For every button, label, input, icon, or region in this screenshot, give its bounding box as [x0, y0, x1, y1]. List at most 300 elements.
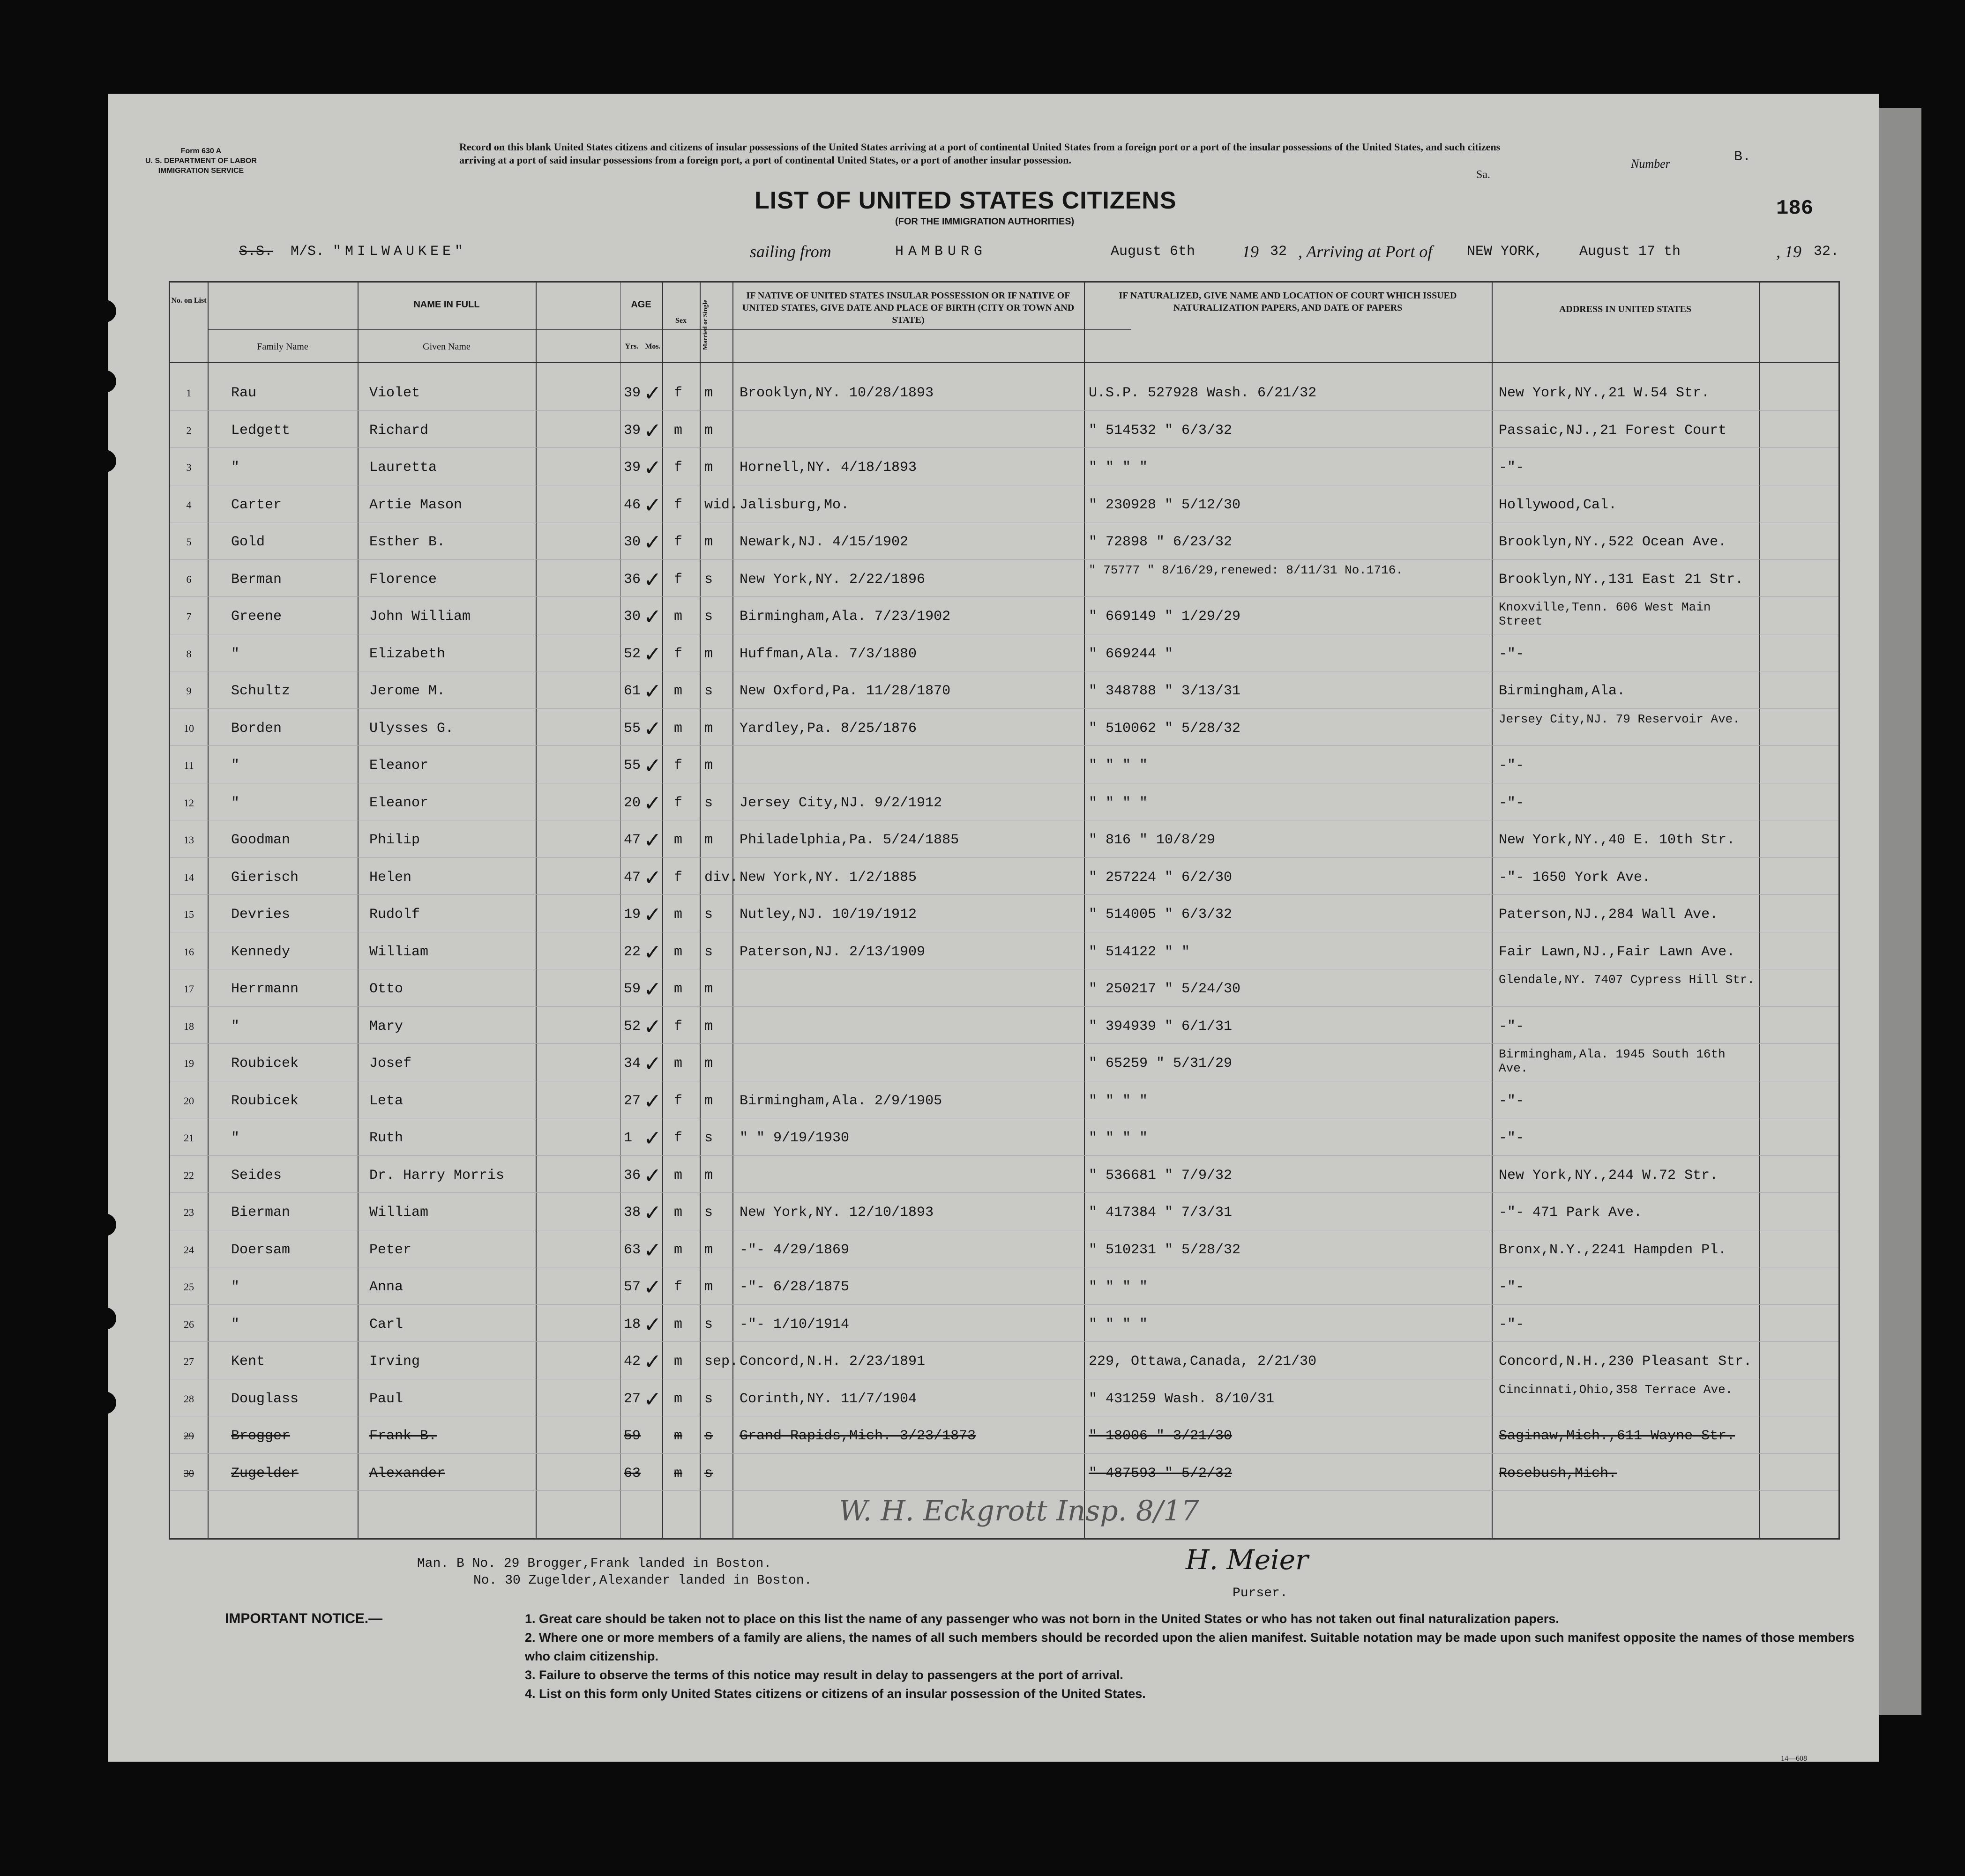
manifest-note: Man. B No. 29 Brogger,Frank landed in Boston. [417, 1556, 772, 1571]
given-name: Irving [369, 1354, 420, 1370]
sex: m [674, 720, 683, 737]
naturalization: " " " " [1089, 1316, 1148, 1333]
given-name: Mary [369, 1018, 403, 1035]
naturalization: " 816 " 10/8/29 [1089, 832, 1216, 848]
number-label: Number [1631, 157, 1670, 171]
age-years: 27 [624, 1093, 641, 1109]
given-name: Ruth [369, 1130, 403, 1146]
arrive-year: 32. [1814, 244, 1839, 260]
header-naturalized: IF NATURALIZED, GIVE NAME AND LOCATION OF COURT WHICH ISSUED NATURALIZATION PAPERS, AND DATE OF PAPERS [1119, 290, 1457, 313]
birth-place-date: Paterson,NJ. 2/13/1909 [740, 944, 926, 960]
marital-status: s [704, 1130, 713, 1146]
us-address: Jersey City,NJ. 79 Reservoir Ave. [1499, 712, 1740, 726]
given-name: Otto [369, 981, 403, 997]
marital-status: m [704, 758, 713, 774]
age-years: 30 [624, 609, 641, 625]
sex: m [674, 422, 683, 439]
table-row [170, 448, 1838, 485]
header-no-on-list: No. on List [171, 297, 207, 305]
birth-place-date: Newark,NJ. 4/15/1902 [740, 534, 909, 550]
us-address: Bronx,N.Y.,2241 Hampden Pl. [1499, 1242, 1727, 1258]
check-mark-icon: ✓ [643, 1386, 662, 1412]
naturalization: " 510062 " 5/28/32 [1089, 720, 1241, 737]
naturalization: " 394939 " 6/1/31 [1089, 1018, 1233, 1035]
family-name: Kent [231, 1354, 265, 1370]
voyage-line [239, 239, 1839, 267]
family-name: Devries [231, 907, 291, 923]
family-name: Goodman [231, 832, 291, 848]
row-number: 12 [184, 797, 194, 809]
row-number: 17 [184, 983, 194, 995]
row-number: 7 [186, 610, 192, 622]
birth-place-date: -"- 6/28/1875 [740, 1279, 850, 1295]
marital-status: s [704, 944, 713, 960]
given-name: Josef [369, 1056, 412, 1072]
birth-place-date: Grand Rapids,Mich. 3/23/1873 [740, 1428, 976, 1444]
marital-status: s [704, 1391, 713, 1407]
table-row [170, 1044, 1838, 1081]
us-address: Paterson,NJ.,284 Wall Ave. [1499, 907, 1718, 923]
arrive-year-prefix: , 19 [1776, 242, 1801, 261]
given-name: Paul [369, 1391, 403, 1407]
check-mark-icon: ✓ [643, 604, 662, 629]
family-name: Douglass [231, 1391, 299, 1407]
given-name: John William [369, 609, 471, 625]
table-row [170, 895, 1838, 932]
us-address: Hollywood,Cal. [1499, 497, 1617, 513]
sex: f [674, 1130, 683, 1146]
marital-status: m [704, 385, 713, 401]
sex: m [674, 609, 683, 625]
naturalization: " 250217 " 5/24/30 [1089, 981, 1241, 997]
age-years: 42 [624, 1354, 641, 1370]
row-number: 4 [186, 499, 192, 511]
check-mark-icon: ✓ [643, 1125, 662, 1151]
header-address: ADDRESS IN UNITED STATES [1559, 304, 1692, 314]
age-years: 39 [624, 422, 641, 439]
given-name: Elizabeth [369, 646, 446, 662]
marital-status: m [704, 1018, 713, 1035]
marital-status: s [704, 609, 713, 625]
given-name: Florence [369, 571, 437, 588]
age-years: 20 [624, 795, 641, 811]
birth-place-date: -"- 1/10/1914 [740, 1316, 850, 1333]
table-row [170, 523, 1838, 559]
naturalization: " " " " [1089, 1279, 1148, 1295]
age-years: 30 [624, 534, 641, 550]
us-address: New York,NY.,40 E. 10th Str. [1499, 832, 1735, 848]
marital-status: s [704, 1428, 713, 1444]
family-name: Gold [231, 534, 265, 550]
table-row [170, 597, 1838, 634]
check-mark-icon: ✓ [643, 864, 662, 890]
row-number: 11 [184, 759, 194, 771]
sex: m [674, 1316, 683, 1333]
table-row [170, 1454, 1838, 1491]
row-number: 29 [184, 1430, 194, 1442]
naturalization: 229, Ottawa,Canada, 2/21/30 [1089, 1354, 1317, 1370]
sex: f [674, 758, 683, 774]
sex: f [674, 460, 683, 476]
notice-heading: IMPORTANT NOTICE.— [225, 1611, 383, 1626]
sex: m [674, 944, 683, 960]
table-row [170, 933, 1838, 969]
form-label-line: Form 630 A [180, 147, 222, 155]
check-mark-icon: ✓ [643, 976, 662, 1002]
marital-status: m [704, 1167, 713, 1184]
table-row [170, 784, 1838, 820]
naturalization: " 257224 " 6/2/30 [1089, 869, 1233, 886]
page-number: 186 [1776, 197, 1814, 220]
arrive-date: August 17 th [1579, 244, 1681, 260]
header-given-name: Given Name [423, 342, 471, 352]
check-mark-icon: ✓ [643, 715, 662, 741]
vessel-name: "MILWAUKEE" [333, 244, 467, 260]
marital-status: m [704, 981, 713, 997]
vessel-prefix-struck: S.S. [239, 244, 273, 260]
header-married-single: Married or Single [702, 299, 709, 350]
number-value: B. [1734, 149, 1751, 165]
row-number: 27 [184, 1355, 194, 1367]
table-row [170, 635, 1838, 671]
birth-place-date: " " 9/19/1930 [740, 1130, 850, 1146]
header-yrs: Yrs. [625, 342, 639, 350]
naturalization: " 72898 " 6/23/32 [1089, 534, 1233, 550]
inspector-signature: W. H. Eckgrott Insp. 8/17 [839, 1495, 1199, 1527]
naturalization: " " " " [1089, 1130, 1148, 1146]
birth-place-date: Philadelphia,Pa. 5/24/1885 [740, 832, 959, 848]
table-row [170, 1268, 1838, 1304]
age-years: 39 [624, 385, 641, 401]
naturalization: " 431259 Wash. 8/10/31 [1089, 1391, 1275, 1407]
sex: m [674, 1391, 683, 1407]
marital-status: s [704, 1316, 713, 1333]
family-name: Brogger [231, 1428, 291, 1444]
given-name: Lauretta [369, 460, 437, 476]
birth-place-date: Yardley,Pa. 8/25/1876 [740, 720, 917, 737]
given-name: Jerome M. [369, 683, 446, 699]
birth-place-date: New York,NY. 2/22/1896 [740, 571, 926, 588]
sex: f [674, 869, 683, 886]
birth-place-date: Jalisburg,Mo. [740, 497, 850, 513]
us-address: Brooklyn,NY.,131 East 21 Str. [1499, 571, 1744, 588]
age-years: 63 [624, 1465, 641, 1481]
naturalization: " 669149 " 1/29/29 [1089, 609, 1241, 625]
birth-place-date: New York,NY. 12/10/1893 [740, 1205, 934, 1221]
birth-place-date: Hornell,NY. 4/18/1893 [740, 460, 917, 476]
purser-label: Purser. [1233, 1586, 1288, 1601]
naturalization: " 669244 " [1089, 646, 1173, 662]
marital-status: m [704, 460, 713, 476]
header-sex: Sex [675, 317, 687, 325]
row-number: 24 [184, 1243, 194, 1256]
age-years: 18 [624, 1316, 641, 1333]
naturalization: " " " " [1089, 460, 1148, 476]
family-name: " [231, 1130, 240, 1146]
punch-hole [108, 450, 116, 472]
notice-item: 2. Where one or more members of a family are aliens, the names of all such members should be recorded upon the alien manifest. Suitable notation may be made upon such manifest opposite the names of those members who claim citizenship. [525, 1630, 1855, 1663]
birth-place-date: Birmingham,Ala. 7/23/1902 [740, 609, 951, 625]
birth-place-date: New Oxford,Pa. 11/28/1870 [740, 683, 951, 699]
sex: m [674, 1056, 683, 1072]
age-years: 47 [624, 869, 641, 886]
given-name: Richard [369, 422, 429, 439]
punch-hole [108, 1213, 116, 1236]
table-row [170, 1007, 1838, 1044]
purser-signature: H. Meier [1186, 1544, 1308, 1576]
check-mark-icon: ✓ [643, 827, 662, 853]
age-years: 52 [624, 646, 641, 662]
notice-item: 1. Great care should be taken not to place on this list the name of any passenger who was not born in the United States or who has not taken out final naturalization papers. [525, 1612, 1559, 1626]
table-row [170, 1119, 1838, 1155]
arriving-label: , Arriving at Port of [1298, 242, 1433, 261]
us-address: Rosebush,Mich. [1499, 1465, 1617, 1481]
notice-items [525, 1609, 1860, 1703]
record-instructions: Record on this blank United States citizens and citizens of insular possessions of the United States arriving at a port of continental United States from a foreign port or a port of the insular possessions of the United States, and such citizens arriving at a port of said insular possessions from a foreign port, a port of continental United States, or a port of another insular possession. [459, 141, 1501, 166]
row-number: 3 [186, 462, 192, 473]
port-to: NEW YORK, [1467, 244, 1543, 260]
sex: f [674, 1093, 683, 1109]
row-number: 1 [186, 387, 192, 399]
age-years: 63 [624, 1242, 641, 1258]
sex: m [674, 1242, 683, 1258]
row-number: 8 [186, 648, 192, 660]
marital-status: wid. [704, 497, 739, 513]
manifest-notes [417, 1556, 812, 1589]
naturalization: " 487593 " 5/2/32 [1089, 1465, 1233, 1481]
family-name: Greene [231, 609, 282, 625]
sex: m [674, 1354, 683, 1370]
form-label-line: IMMIGRATION SERVICE [158, 167, 244, 175]
marital-status: m [704, 1279, 713, 1295]
family-name: " [231, 1316, 240, 1333]
marital-status: s [704, 683, 713, 699]
birth-place-date: -"- 4/29/1869 [740, 1242, 850, 1258]
row-number: 25 [184, 1281, 194, 1293]
us-address: -"- [1499, 1093, 1524, 1109]
birth-place-date: Birmingham,Ala. 2/9/1905 [740, 1093, 942, 1109]
check-mark-icon: ✓ [643, 753, 662, 778]
check-mark-icon: ✓ [643, 1013, 662, 1039]
family-name: Ledgett [231, 422, 291, 439]
marital-status: m [704, 646, 713, 662]
age-years: 47 [624, 832, 641, 848]
naturalization: " " " " [1089, 758, 1148, 774]
family-name: " [231, 646, 240, 662]
marital-status: m [704, 422, 713, 439]
us-address: -"- [1499, 646, 1524, 662]
table-row [170, 1342, 1838, 1379]
birth-place-date: Corinth,NY. 11/7/1904 [740, 1391, 917, 1407]
row-number: 30 [184, 1467, 194, 1479]
table-row [170, 746, 1838, 783]
row-number: 13 [184, 834, 194, 846]
manifest-page [108, 94, 1879, 1762]
age-years: 34 [624, 1056, 641, 1072]
naturalization: " 348788 " 3/13/31 [1089, 683, 1241, 699]
given-name: Alexander [369, 1465, 446, 1481]
family-name: " [231, 795, 240, 811]
vessel-prefix: M/S. [291, 244, 325, 260]
row-number: 23 [184, 1206, 194, 1218]
naturalization: " 18006 " 3/21/30 [1089, 1428, 1233, 1444]
row-number: 10 [184, 722, 194, 734]
check-mark-icon: ✓ [643, 1311, 662, 1337]
check-mark-icon: ✓ [643, 566, 662, 592]
notice-item: 4. List on this form only United States citizens or citizens of an insular possession of the United States. [525, 1687, 1146, 1701]
check-mark-icon: ✓ [643, 1349, 662, 1374]
table-row [170, 858, 1838, 895]
us-address: -"- [1499, 1279, 1524, 1295]
row-number: 26 [184, 1318, 194, 1330]
us-address: -"- [1499, 460, 1524, 476]
us-address: Cincinnati,Ohio,358 Terrace Ave. [1499, 1382, 1733, 1397]
given-name: Philip [369, 832, 420, 848]
age-years: 46 [624, 497, 641, 513]
given-name: William [369, 944, 429, 960]
header-family-name: Family Name [257, 342, 308, 352]
notice-item: 3. Failure to observe the terms of this notice may result in delay to passengers at the port of arrival. [525, 1668, 1123, 1682]
row-number: 5 [186, 536, 192, 548]
sex: m [674, 981, 683, 997]
family-name: Doersam [231, 1242, 291, 1258]
row-number: 20 [184, 1094, 194, 1107]
sex: m [674, 1428, 683, 1444]
row-number: 2 [186, 424, 192, 436]
sex: f [674, 385, 683, 401]
marital-status: m [704, 1242, 713, 1258]
sex: f [674, 795, 683, 811]
age-years: 59 [624, 1428, 641, 1444]
row-number: 16 [184, 945, 194, 958]
naturalization: " 514122 " " [1089, 944, 1190, 960]
check-mark-icon: ✓ [643, 529, 662, 555]
family-name: " [231, 1279, 240, 1295]
sailing-from-label: sailing from [750, 242, 831, 261]
family-name: Schultz [231, 683, 291, 699]
sex: f [674, 646, 683, 662]
given-name: Eleanor [369, 795, 429, 811]
check-mark-icon: ✓ [643, 455, 662, 480]
marital-status: s [704, 571, 713, 588]
row-number: 19 [184, 1057, 194, 1069]
depart-date: August 6th [1111, 244, 1195, 260]
check-mark-icon: ✓ [643, 790, 662, 816]
family-name: " [231, 758, 240, 774]
us-address: Concord,N.H.,230 Pleasant Str. [1499, 1354, 1752, 1370]
table-row [170, 1231, 1838, 1267]
given-name: Dr. Harry Morris [369, 1167, 505, 1184]
family-name: Roubicek [231, 1056, 299, 1072]
family-name: Roubicek [231, 1093, 299, 1109]
table-row [170, 374, 1838, 410]
table-row [170, 1156, 1838, 1193]
marital-status: m [704, 534, 713, 550]
row-number: 18 [184, 1020, 194, 1032]
naturalization: " " " " [1089, 1093, 1148, 1109]
family-name: Herrmann [231, 981, 299, 997]
row-number: 28 [184, 1392, 194, 1405]
age-years: 36 [624, 571, 641, 588]
sex: f [674, 1018, 683, 1035]
check-mark-icon: ✓ [643, 641, 662, 667]
check-mark-icon: ✓ [643, 678, 662, 704]
depart-year: 32 [1270, 244, 1287, 260]
marital-status: s [704, 1205, 713, 1221]
naturalization: " 230928 " 5/12/30 [1089, 497, 1241, 513]
manifest-note: No. 30 Zugelder,Alexander landed in Boston. [473, 1573, 812, 1588]
header-birth: IF NATIVE OF UNITED STATES INSULAR POSSESSION OR IF NATIVE OF UNITED STATES, GIVE DATE AND PLACE OF BIRTH (CITY OR TOWN AND STATE) [742, 290, 1075, 325]
family-name: Borden [231, 720, 282, 737]
birth-place-date: Nutley,NJ. 10/19/1912 [740, 907, 917, 923]
family-name: Gierisch [231, 869, 299, 886]
check-mark-icon: ✓ [643, 417, 662, 443]
punch-hole [108, 1307, 116, 1330]
naturalization: " 514532 " 6/3/32 [1089, 422, 1233, 439]
row-number: 22 [184, 1169, 194, 1181]
us-address: -"- 1650 York Ave. [1499, 869, 1651, 886]
birth-place-date: Brooklyn,NY. 10/28/1893 [740, 385, 934, 401]
punch-hole [108, 1392, 116, 1414]
us-address: -"- [1499, 795, 1524, 811]
check-mark-icon: ✓ [643, 492, 662, 518]
family-name: Bierman [231, 1205, 291, 1221]
sa-label: Sa. [1476, 169, 1490, 181]
sex: m [674, 1167, 683, 1184]
naturalization: " 510231 " 5/28/32 [1089, 1242, 1241, 1258]
family-name: Kennedy [231, 944, 291, 960]
given-name: Helen [369, 869, 412, 886]
table-row [170, 970, 1838, 1006]
family-name: Zugelder [231, 1465, 299, 1481]
age-years: 55 [624, 720, 641, 737]
birth-place-date: Huffman,Ala. 7/3/1880 [740, 646, 917, 662]
family-name: Seides [231, 1167, 282, 1184]
form-code: 14—608 [1781, 1755, 1807, 1762]
sex: m [674, 1205, 683, 1221]
check-mark-icon: ✓ [643, 939, 662, 965]
marital-status: s [704, 1465, 713, 1481]
given-name: Leta [369, 1093, 403, 1109]
given-name: Anna [369, 1279, 403, 1295]
marital-status: m [704, 720, 713, 737]
naturalization: " 536681 " 7/9/32 [1089, 1167, 1233, 1184]
age-years: 61 [624, 683, 641, 699]
table-row [170, 1082, 1838, 1118]
family-name: " [231, 460, 240, 476]
sex: m [674, 683, 683, 699]
us-address: New York,NY.,244 W.72 Str. [1499, 1167, 1718, 1184]
row-number: 15 [184, 908, 194, 920]
row-number: 14 [184, 871, 194, 883]
page-title: LIST OF UNITED STATES CITIZENS [755, 187, 1177, 214]
us-address: Brooklyn,NY.,522 Ocean Ave. [1499, 534, 1727, 550]
birth-place-date: New York,NY. 1/2/1885 [740, 869, 917, 886]
given-name: William [369, 1205, 429, 1221]
check-mark-icon: ✓ [643, 380, 662, 406]
marital-status: sep. [704, 1354, 739, 1370]
marital-status: m [704, 1093, 713, 1109]
port-from: HAMBURG [895, 244, 987, 260]
given-name: Rudolf [369, 907, 420, 923]
us-address: -"- [1499, 758, 1524, 774]
marital-status: s [704, 795, 713, 811]
given-name: Artie Mason [369, 497, 463, 513]
us-address: New York,NY.,21 W.54 Str. [1499, 385, 1710, 401]
header-name-in-full: NAME IN FULL [413, 299, 480, 310]
row-number: 6 [186, 573, 192, 585]
punch-hole [108, 300, 116, 322]
